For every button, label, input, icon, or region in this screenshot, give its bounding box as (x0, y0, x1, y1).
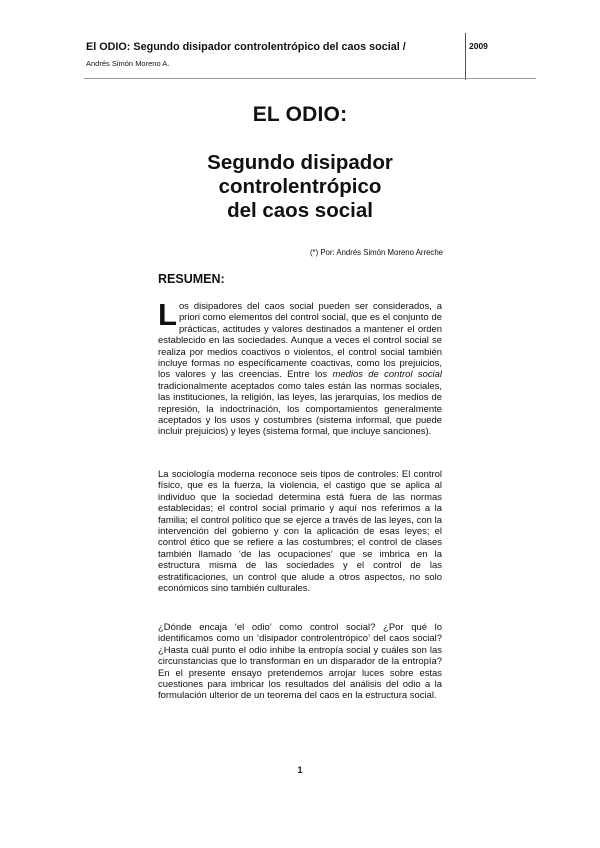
author-byline: (*) Por: Andrés Simón Moreno Arreche (309, 248, 443, 257)
section-heading: RESUMEN: (158, 272, 225, 286)
header-year: 2009 (469, 41, 488, 51)
abstract-paragraph-1 (158, 297, 442, 438)
paragraph-text: tradicionalmente aceptados como tales están las normas sociales, las instituciones, la religión, las leyes, las jerarquías, los medios de represión, la indoctrinación, los comportamientos generalmente aceptados y los usos y costumbres (sistema informal, que puede incluir prejuicios) y leyes (sistema formal, que incluye sanciones). (158, 380, 442, 438)
document-title: EL ODIO: (252, 103, 348, 126)
abstract-paragraph-2: La sociología moderna reconoce seis tipos de controles: El control físico, que es la fuerza, la violencia, el castigo que se aplica al individuo que la sociedad determina está fuera de las normas establecidas; el control social primario y aquí nos referimos a la familia; el control político que se ejerce a través de las leyes, con la intervención del gobierno y con la aplicación de esas leyes; el control ético que se refiere a las costumbres; el control de clases también llamado ‘de las ocupaciones’ que se imbrica en la estructura misma de las sociedades y el control de las estratificaciones, un control que alude a otros aspectos, no solo económicos sino también culturales. (158, 469, 442, 595)
header-divider-vertical (465, 33, 466, 80)
header-divider-horizontal (84, 78, 536, 79)
subtitle-line: controlentrópico (218, 175, 382, 198)
abstract-paragraph-3: ¿Dónde encaja ‘el odio’ como control social? ¿Por qué lo identificamos como un ‘disipador controlentrópico’ del caos social? ¿Hasta cuál punto el odio inhibe la entropía social y cuáles son las circunstancias que lo transforman en un disparador de la entropía? En el presente ensayo pretendemos arrojar luces sobre estas cuestiones para imbricar los resultados del análisis del odio a la formulación ulterior de un teorema del caos en la estructura social. (158, 622, 442, 702)
subtitle-line: Segundo disipador (207, 151, 393, 174)
paragraph-italic-term: medios de control social (332, 369, 442, 381)
drop-cap: L (158, 297, 177, 332)
running-header-title: El ODIO: Segundo disipador controlentrópico del caos social / (86, 41, 406, 53)
document-subtitle (0, 151, 600, 223)
subtitle-line: del caos social (227, 199, 373, 222)
running-header-author: Andrés Simón Moreno A. (86, 59, 170, 68)
paragraph-text: os disipadores del caos social pueden ser considerados, a priori como elementos del control social, que es el conjunto de prácticas, actitudes y valores destinados a mantener el orden establecido en las sociedades. Aunque a veces el control social se realiza por medios coactivos o violentos, el control social también incluye formas no específicamente coactivas, como los prejuicios, los valores y las creencias. Entre los (158, 301, 442, 381)
page-number: 1 (297, 765, 303, 775)
